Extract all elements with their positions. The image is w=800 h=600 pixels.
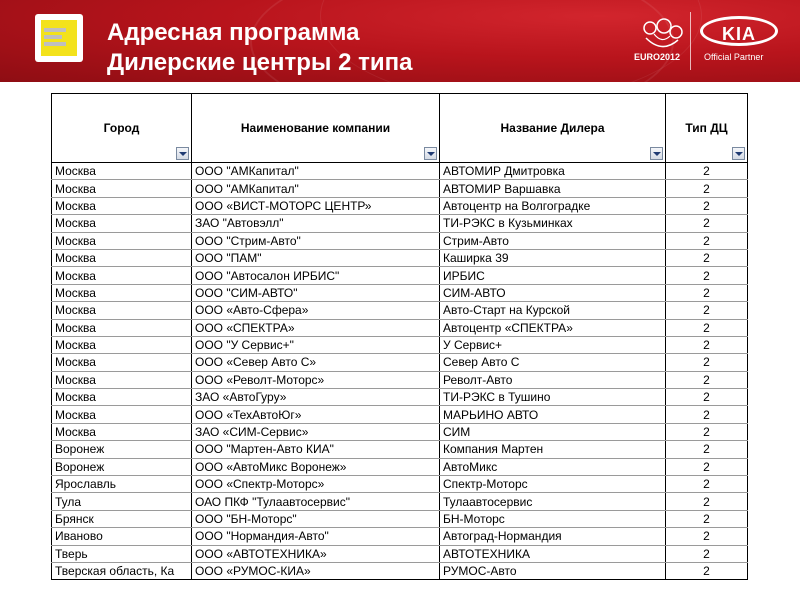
table-row — [52, 562, 748, 579]
cell-dealer[interactable]: Каширка 39 — [440, 249, 666, 266]
cell-type[interactable]: 2 — [666, 249, 748, 266]
table-row — [52, 441, 748, 458]
cell-type[interactable]: 2 — [666, 371, 748, 388]
cell-type[interactable]: 2 — [666, 545, 748, 562]
table-row — [52, 197, 748, 214]
cell-city[interactable]: Москва — [52, 302, 192, 319]
cell-city[interactable]: Брянск — [52, 510, 192, 527]
table-row — [52, 232, 748, 249]
cell-city[interactable]: Тверь — [52, 545, 192, 562]
table-row — [52, 163, 748, 180]
cell-company[interactable]: ООО «ТехАвтоЮг» — [192, 406, 440, 423]
cell-city[interactable]: Воронеж — [52, 441, 192, 458]
table-row — [52, 284, 748, 301]
column-header-label: Тип ДЦ — [685, 121, 728, 135]
filter-dropdown-button[interactable] — [424, 147, 437, 160]
cell-dealer[interactable]: АВТОМИР Варшавка — [440, 180, 666, 197]
cell-type[interactable]: 2 — [666, 510, 748, 527]
table-row — [52, 493, 748, 510]
page-title — [107, 18, 412, 78]
cell-dealer[interactable]: Спектр-Моторс — [440, 476, 666, 493]
cell-company[interactable]: ООО «СПЕКТРА» — [192, 319, 440, 336]
cell-type[interactable]: 2 — [666, 197, 748, 214]
table-row — [52, 389, 748, 406]
cell-type[interactable]: 2 — [666, 406, 748, 423]
cell-city[interactable]: Москва — [52, 232, 192, 249]
table-row — [52, 371, 748, 388]
cell-type[interactable]: 2 — [666, 423, 748, 440]
column-header-company — [192, 94, 440, 163]
cell-city[interactable]: Москва — [52, 163, 192, 180]
company-logo — [35, 14, 83, 62]
cell-company[interactable]: ЗАО "Автовэлл" — [192, 215, 440, 232]
cell-city[interactable]: Ярославль — [52, 476, 192, 493]
table-row — [52, 528, 748, 545]
table-row — [52, 336, 748, 353]
table-row — [52, 510, 748, 527]
title-line-1: Адресная программа — [107, 19, 360, 46]
filter-dropdown-button[interactable] — [650, 147, 663, 160]
column-header-label: Наименование компании — [240, 121, 391, 135]
cell-dealer[interactable]: ТИ-РЭКС в Тушино — [440, 389, 666, 406]
euro2012-emblem-icon — [636, 14, 688, 72]
cell-company[interactable]: ООО «Авто-Сфера» — [192, 302, 440, 319]
cell-company[interactable]: ООО "У Сервис+" — [192, 336, 440, 353]
cell-city[interactable]: Москва — [52, 371, 192, 388]
cell-company[interactable]: ООО «Север Авто С» — [192, 354, 440, 371]
euro2012-label: EURO2012 — [634, 52, 681, 62]
cell-dealer[interactable]: РУМОС-Авто — [440, 562, 666, 579]
column-header-type — [666, 94, 748, 163]
cell-dealer[interactable]: Авто-Старт на Курской — [440, 302, 666, 319]
cell-dealer[interactable]: ТИ-РЭКС в Кузьминках — [440, 215, 666, 232]
table-row — [52, 267, 748, 284]
cell-city[interactable]: Москва — [52, 267, 192, 284]
title-line-2: Дилерские центры 2 типа — [107, 49, 413, 76]
cell-type[interactable]: 2 — [666, 284, 748, 301]
dealer-table — [51, 93, 748, 580]
cell-dealer[interactable]: Автоград-Нормандия — [440, 528, 666, 545]
table-row — [52, 406, 748, 423]
cell-dealer[interactable]: АВТОТЕХНИКА — [440, 545, 666, 562]
dropdown-arrow-icon — [653, 152, 661, 156]
table-header-row — [52, 94, 748, 163]
cell-dealer[interactable]: БН-Моторс — [440, 510, 666, 527]
table-row — [52, 319, 748, 336]
cell-type[interactable]: 2 — [666, 267, 748, 284]
cell-type[interactable]: 2 — [666, 476, 748, 493]
cell-company[interactable]: ЗАО «СИМ-Сервис» — [192, 423, 440, 440]
cell-city[interactable]: Москва — [52, 389, 192, 406]
cell-type[interactable]: 2 — [666, 232, 748, 249]
cell-company[interactable]: ЗАО «АвтоГуру» — [192, 389, 440, 406]
cell-dealer[interactable]: У Сервис+ — [440, 336, 666, 353]
cell-dealer[interactable]: СИМ-АВТО — [440, 284, 666, 301]
cell-company[interactable]: ООО "Автосалон ИРБИС" — [192, 267, 440, 284]
table-row — [52, 545, 748, 562]
cell-dealer[interactable]: СИМ — [440, 423, 666, 440]
logo-bar — [44, 28, 66, 32]
table-row — [52, 423, 748, 440]
cell-dealer[interactable]: Компания Мартен — [440, 441, 666, 458]
cell-type[interactable]: 2 — [666, 493, 748, 510]
cell-dealer[interactable]: Автоцентр «СПЕКТРА» — [440, 319, 666, 336]
cell-dealer[interactable]: АвтоМикс — [440, 458, 666, 475]
table-row — [52, 476, 748, 493]
column-header-dealer — [440, 94, 666, 163]
table-row — [52, 302, 748, 319]
cell-city[interactable]: Москва — [52, 215, 192, 232]
table-row — [52, 458, 748, 475]
cell-type[interactable]: 2 — [666, 528, 748, 545]
column-header-label: Название Дилера — [500, 121, 605, 135]
logo-bar — [44, 42, 66, 46]
cell-type[interactable]: 2 — [666, 562, 748, 579]
table-body — [52, 163, 748, 580]
cell-type[interactable]: 2 — [666, 319, 748, 336]
cell-dealer[interactable]: Стрим-Авто — [440, 232, 666, 249]
table-row — [52, 180, 748, 197]
kia-logo: KIA — [700, 16, 778, 46]
cell-dealer[interactable]: Север Авто С — [440, 354, 666, 371]
cell-company[interactable]: ООО «Спектр-Моторс» — [192, 476, 440, 493]
filter-funnel-icon — [735, 152, 743, 156]
cell-type[interactable]: 2 — [666, 163, 748, 180]
cell-company[interactable]: ООО "Нормандия-Авто" — [192, 528, 440, 545]
sort-filter-button[interactable] — [176, 147, 189, 160]
table-row — [52, 215, 748, 232]
header-divider — [690, 12, 691, 70]
cell-city[interactable]: Москва — [52, 180, 192, 197]
cell-city[interactable]: Тверская область, Ка — [52, 562, 192, 579]
cell-company[interactable]: ООО «РУМОС-КИА» — [192, 562, 440, 579]
cell-company[interactable]: ООО «ВИСТ-МОТОРС ЦЕНТР» — [192, 197, 440, 214]
cell-type[interactable]: 2 — [666, 441, 748, 458]
cell-dealer[interactable]: Револт-Авто — [440, 371, 666, 388]
dropdown-arrow-icon — [427, 152, 435, 156]
cell-city[interactable]: Иваново — [52, 528, 192, 545]
table-row — [52, 249, 748, 266]
column-header-label: Город — [103, 121, 140, 135]
cell-city[interactable]: Москва — [52, 406, 192, 423]
cell-type[interactable]: 2 — [666, 215, 748, 232]
cell-city[interactable]: Москва — [52, 249, 192, 266]
cell-city[interactable]: Тула — [52, 493, 192, 510]
cell-city[interactable]: Москва — [52, 197, 192, 214]
cell-company[interactable]: ООО "Стрим-Авто" — [192, 232, 440, 249]
cell-company[interactable]: ООО "БН-Моторс" — [192, 510, 440, 527]
cell-type[interactable]: 2 — [666, 302, 748, 319]
cell-company[interactable]: ОАО ПКФ "Тулаавтосервис" — [192, 493, 440, 510]
cell-dealer[interactable]: АВТОМИР Дмитровка — [440, 163, 666, 180]
table-row — [52, 354, 748, 371]
cell-type[interactable]: 2 — [666, 458, 748, 475]
cell-city[interactable]: Москва — [52, 336, 192, 353]
cell-dealer[interactable]: Тулаавтосервис — [440, 493, 666, 510]
cell-company[interactable]: ООО «АвтоМикс Воронеж» — [192, 458, 440, 475]
cell-company[interactable]: ООО «Револт-Моторс» — [192, 371, 440, 388]
cell-city[interactable]: Москва — [52, 354, 192, 371]
cell-company[interactable]: ООО "ПАМ" — [192, 249, 440, 266]
active-filter-button[interactable] — [732, 147, 745, 160]
official-partner-label: Official Partner — [704, 52, 764, 62]
cell-city[interactable]: Москва — [52, 423, 192, 440]
cell-dealer[interactable]: Автоцентр на Волгоградке — [440, 197, 666, 214]
cell-company[interactable]: ООО "АМКапитал" — [192, 163, 440, 180]
cell-dealer[interactable]: МАРЬИНО АВТО — [440, 406, 666, 423]
cell-type[interactable]: 2 — [666, 336, 748, 353]
cell-city[interactable]: Воронеж — [52, 458, 192, 475]
sort-icon — [179, 152, 187, 156]
cell-city[interactable]: Москва — [52, 319, 192, 336]
cell-dealer[interactable]: ИРБИС — [440, 267, 666, 284]
cell-company[interactable]: ООО «АВТОТЕХНИКА» — [192, 545, 440, 562]
cell-type[interactable]: 2 — [666, 389, 748, 406]
cell-company[interactable]: ООО "Мартен-Авто КИА" — [192, 441, 440, 458]
cell-type[interactable]: 2 — [666, 354, 748, 371]
cell-company[interactable]: ООО "СИМ-АВТО" — [192, 284, 440, 301]
cell-city[interactable]: Москва — [52, 284, 192, 301]
cell-type[interactable]: 2 — [666, 180, 748, 197]
logo-bar — [44, 35, 62, 39]
header-banner — [0, 0, 800, 82]
cell-company[interactable]: ООО "АМКапитал" — [192, 180, 440, 197]
column-header-city — [52, 94, 192, 163]
